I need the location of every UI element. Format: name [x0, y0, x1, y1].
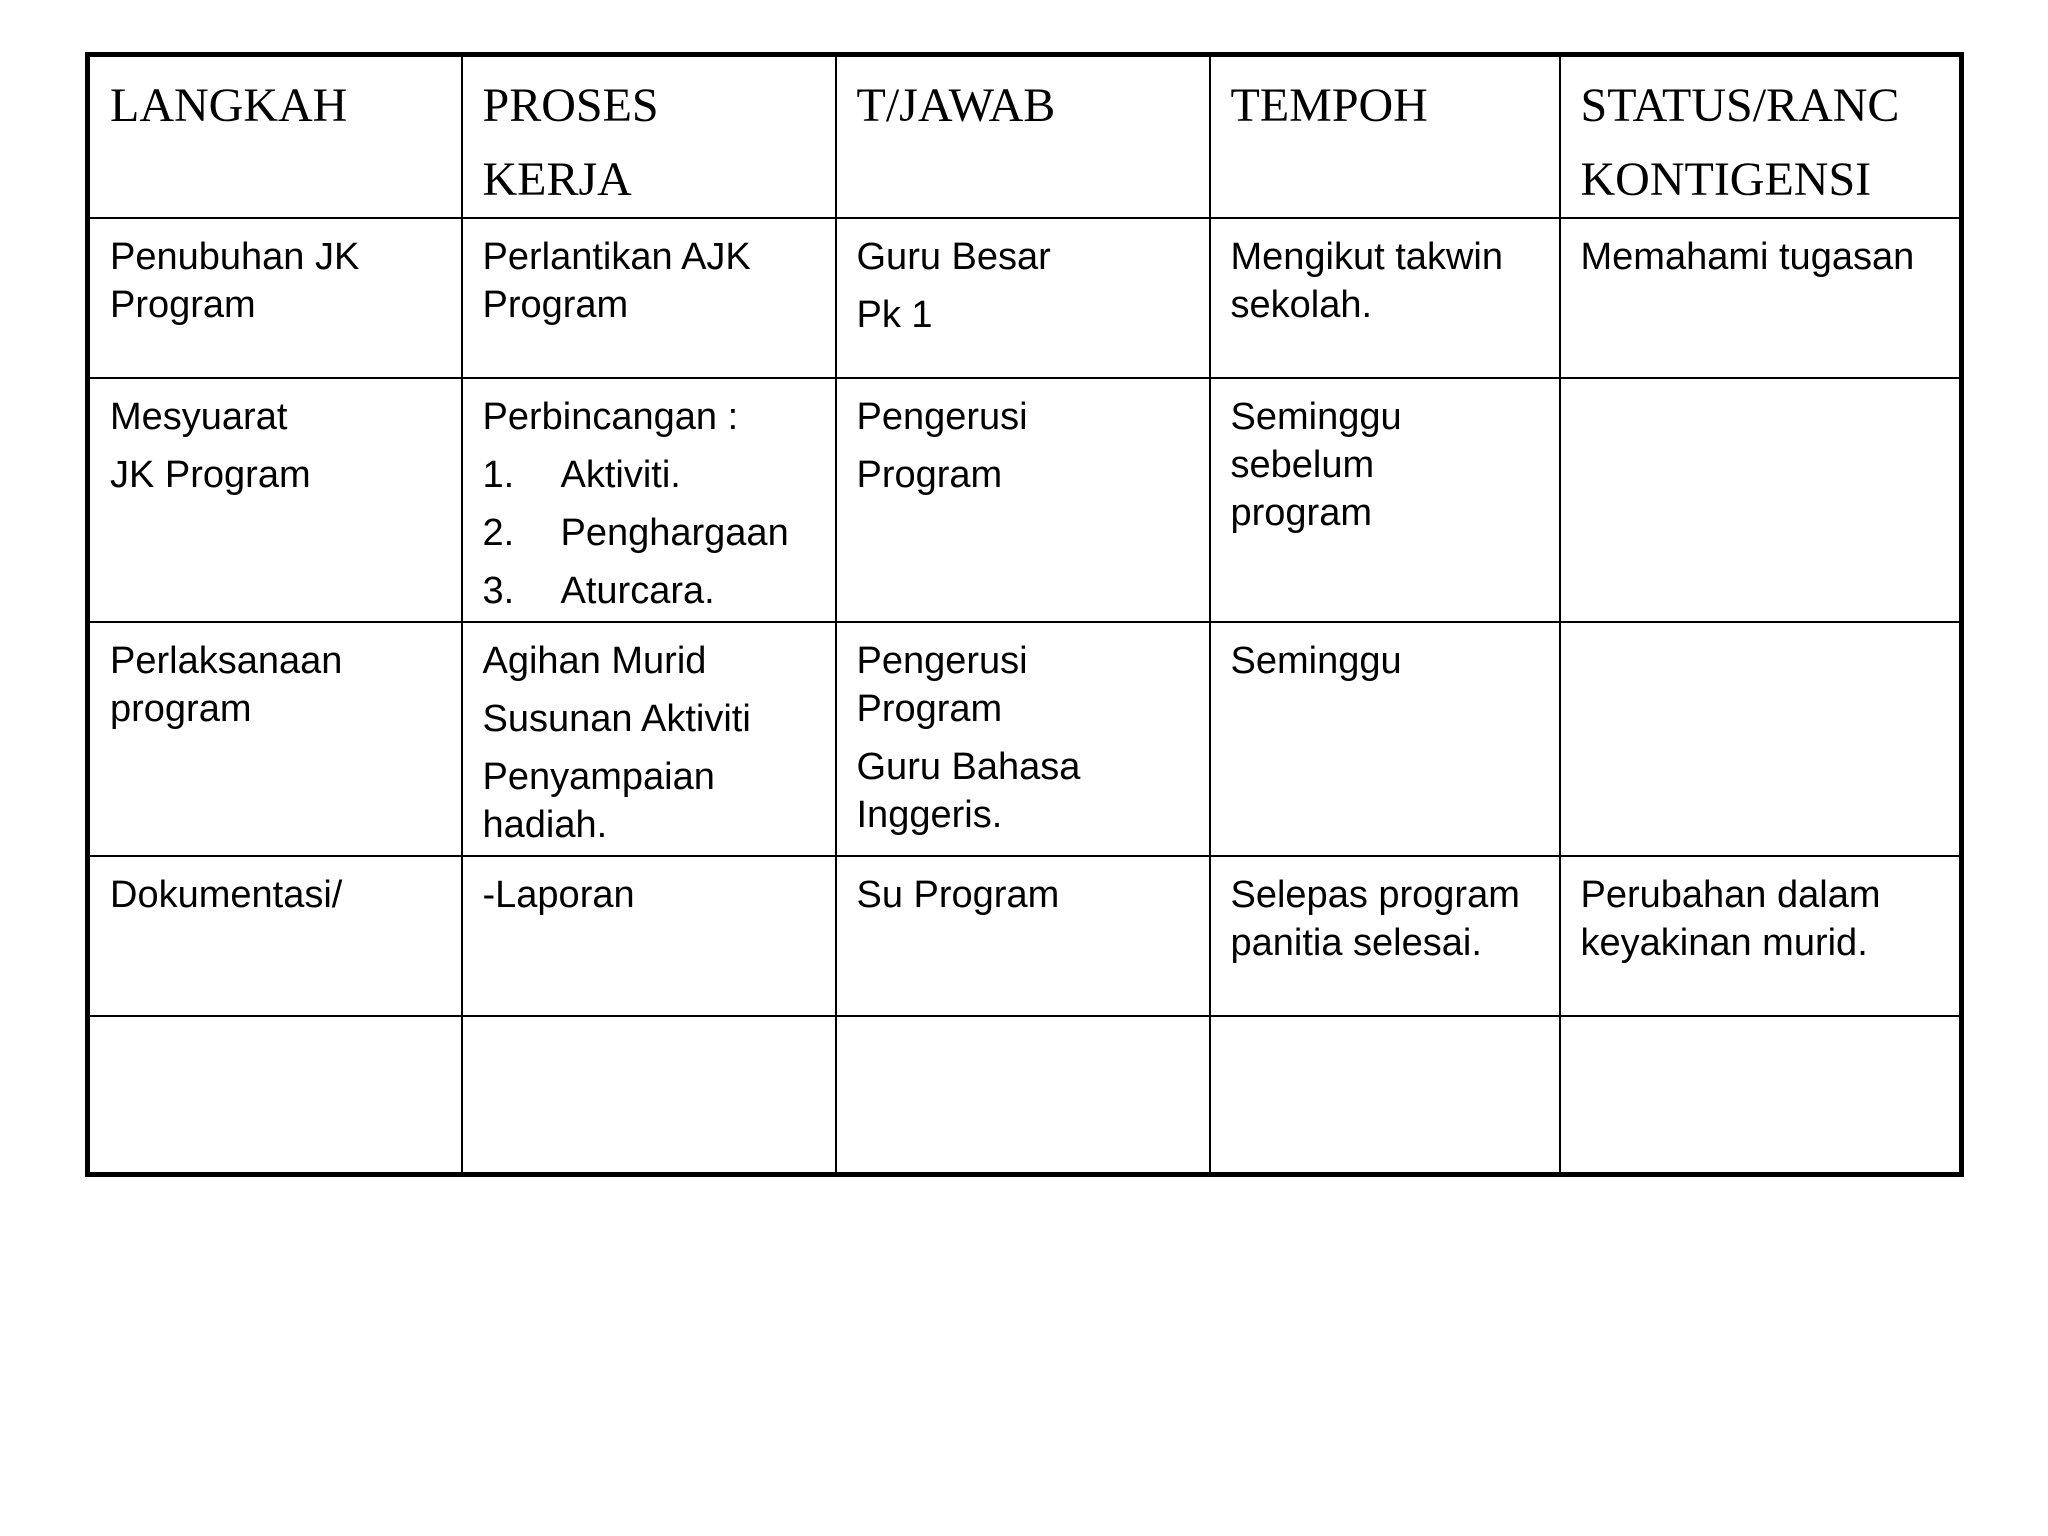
cell-text: program [110, 688, 252, 730]
table-row [88, 622, 1962, 856]
cell-tjawab [836, 378, 1210, 622]
cell-text: Mesyuarat [110, 396, 288, 438]
cell-text: Pk 1 [856, 294, 933, 336]
cell-tempoh [1210, 1016, 1560, 1174]
table-row [88, 856, 1962, 1016]
cell-langkah [88, 856, 462, 1016]
cell-text: Penubuhan JK [110, 236, 360, 278]
cell-tjawab [836, 218, 1210, 378]
cell-text: Perlantikan AJK [482, 236, 751, 278]
cell-text: Su Program [856, 874, 1060, 916]
header-status-kontigensi [1560, 55, 1962, 219]
cell-tjawab [836, 856, 1210, 1016]
list-text: Aktiviti. [560, 454, 681, 496]
cell-text: Guru Bahasa [856, 746, 1081, 788]
header-text: TEMPOH [1230, 79, 1428, 132]
cell-text: sebelum [1230, 444, 1375, 486]
list-number: 3. [482, 570, 515, 612]
cell-tempoh [1210, 218, 1560, 378]
list-item [483, 567, 815, 615]
cell-text: Mengikut takwin [1230, 236, 1503, 278]
cell-text: Pengerusi [856, 396, 1028, 438]
cell-tempoh [1210, 378, 1560, 622]
cell-text: Agihan Murid [482, 640, 707, 682]
cell-tjawab [836, 622, 1210, 856]
header-text: T/JAWAB [856, 79, 1056, 132]
cell-status [1560, 622, 1962, 856]
cell-text: hadiah. [482, 804, 608, 846]
cell-text: Perbincangan : [482, 396, 739, 438]
cell-text: Program [856, 454, 1003, 496]
list-number: 2. [482, 512, 515, 554]
table-row [88, 218, 1962, 378]
cell-text: Program [482, 284, 629, 326]
cell-status [1560, 856, 1962, 1016]
cell-langkah [88, 218, 462, 378]
cell-text: Pengerusi [856, 640, 1028, 682]
header-tjawab [836, 55, 1210, 219]
cell-text: Selepas program [1230, 874, 1520, 916]
header-proses-kerja [462, 55, 836, 219]
cell-proses [462, 218, 836, 378]
cell-text: sekolah. [1230, 284, 1373, 326]
header-text: PROSES [482, 79, 659, 132]
cell-text: Memahami tugasan [1580, 236, 1915, 278]
cell-text: keyakinan murid. [1580, 922, 1868, 964]
cell-status [1560, 218, 1962, 378]
table-row-empty [88, 1016, 1962, 1174]
cell-langkah [88, 1016, 462, 1174]
cell-proses [462, 856, 836, 1016]
cell-text: Program [110, 284, 256, 326]
cell-text: Seminggu [1230, 396, 1402, 438]
cell-tjawab [836, 1016, 1210, 1174]
list-text: Aturcara. [560, 570, 715, 612]
header-text: KERJA [482, 153, 632, 206]
cell-text: Seminggu [1230, 640, 1402, 682]
cell-status [1560, 1016, 1962, 1174]
cell-langkah [88, 622, 462, 856]
list-item [483, 451, 815, 499]
list-number: 1. [482, 454, 515, 496]
cell-text: program [1230, 492, 1372, 534]
cell-text: Perubahan dalam [1580, 874, 1881, 916]
cell-text: Guru Besar [856, 236, 1051, 278]
list-item [483, 509, 815, 557]
header-text: LANGKAH [110, 79, 348, 132]
cell-text: Penyampaian [482, 756, 715, 798]
header-langkah [88, 55, 462, 219]
header-tempoh [1210, 55, 1560, 219]
cell-tempoh [1210, 856, 1560, 1016]
cell-text: Susunan Aktiviti [482, 698, 751, 740]
cell-text: -Laporan [482, 874, 635, 916]
cell-text: panitia selesai. [1230, 922, 1482, 964]
cell-text: Dokumentasi/ [110, 874, 343, 916]
cell-proses [462, 1016, 836, 1174]
header-text: KONTIGENSI [1580, 153, 1872, 206]
cell-status [1560, 378, 1962, 622]
cell-text: Inggeris. [856, 794, 1003, 836]
cell-proses [462, 378, 836, 622]
cell-text: Program [856, 688, 1003, 730]
cell-proses [462, 622, 836, 856]
cell-langkah [88, 378, 462, 622]
table-row [88, 378, 1962, 622]
header-text: STATUS/RANC [1580, 79, 1900, 132]
cell-text: JK Program [110, 454, 311, 496]
list-text: Penghargaan [560, 512, 789, 554]
table-header-row [88, 55, 1962, 219]
process-table [85, 52, 1964, 1177]
cell-text: Perlaksanaan [110, 640, 343, 682]
cell-tempoh [1210, 622, 1560, 856]
